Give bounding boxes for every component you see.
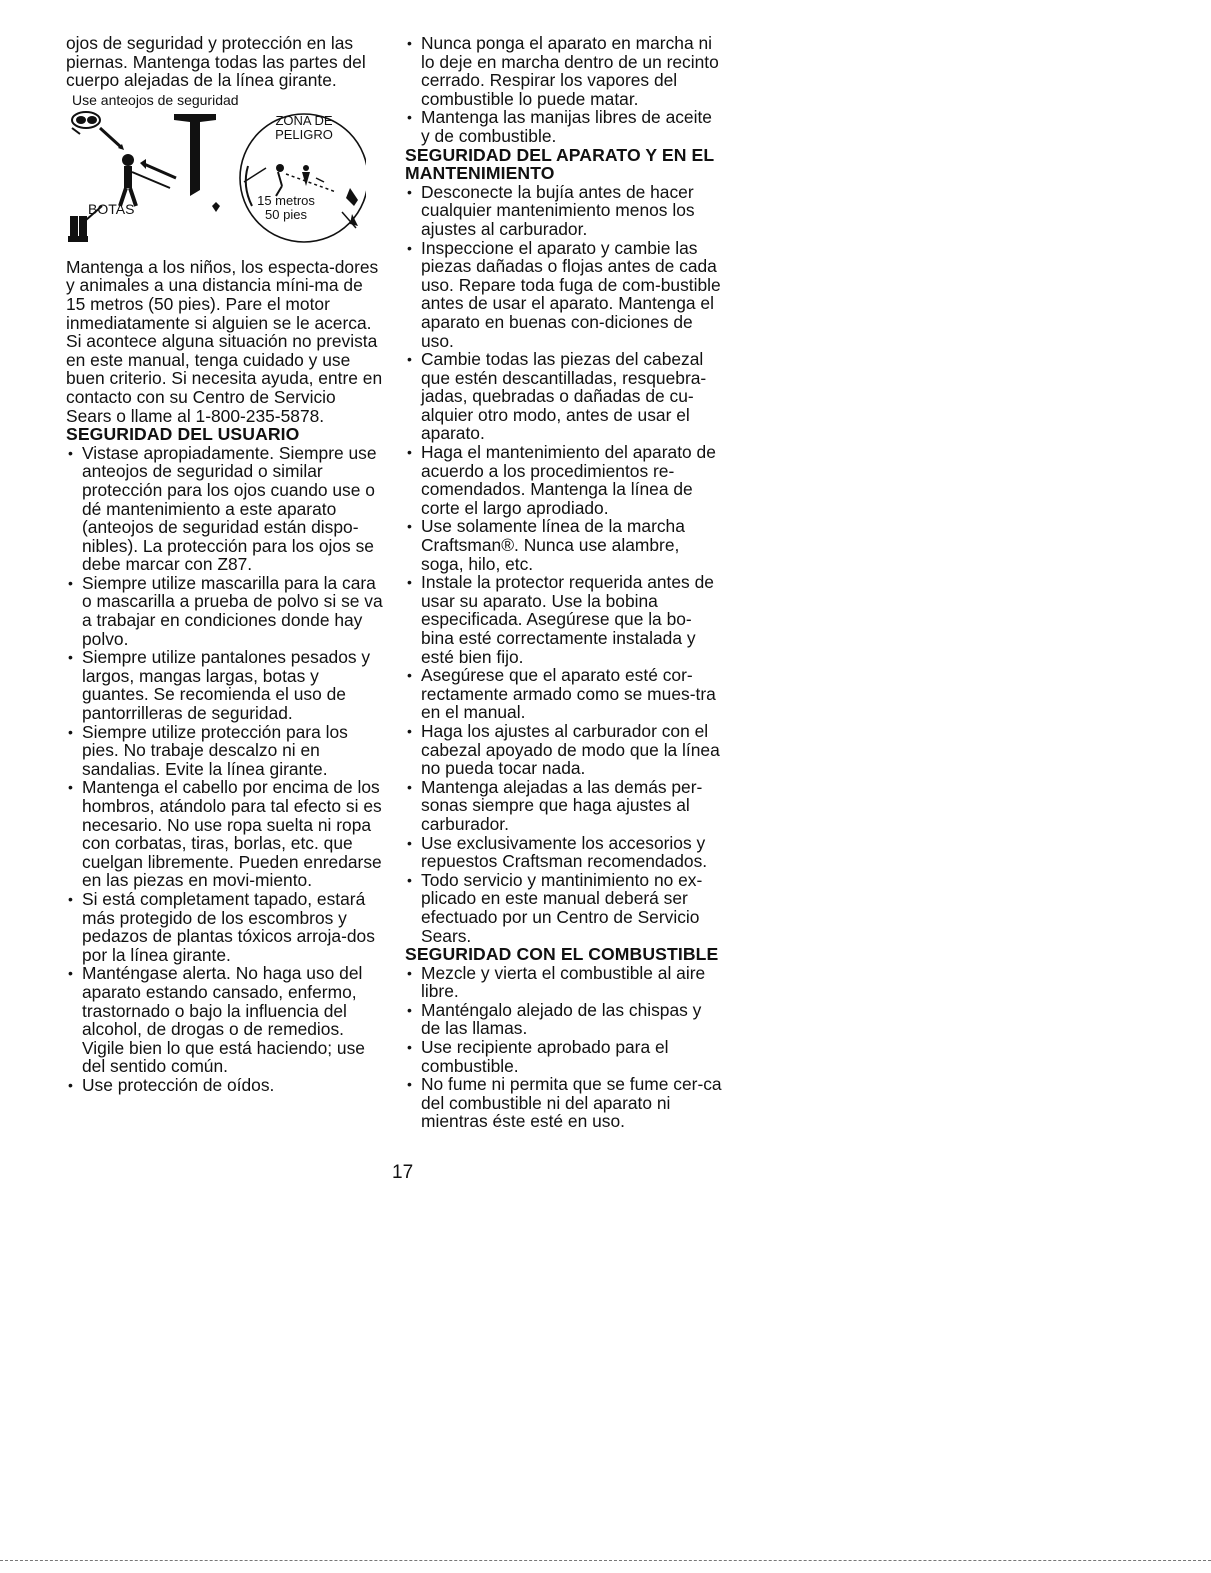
- general-safety-list: [405, 34, 723, 146]
- list-item: • Cambie todas las piezas del cabezal que estén descantilladas, resquebra-jadas, quebradas o dañadas de cu-alquier otro modo, antes de usar el aparato.: [405, 350, 723, 443]
- list-item: • Haga el mantenimiento del aparato de acuerdo a los procedimientos re-comendados. Mantenga la línea de corte el largo aprodiado.: [405, 443, 723, 517]
- distance-metric: 15 metros: [257, 192, 315, 208]
- boots-label: BOTAS: [88, 200, 135, 217]
- maintenance-safety-heading: SEGURIDAD DEL APARATO Y EN EL MANTENIMIENTO: [405, 144, 714, 184]
- distance-imperial: 50 pies: [265, 206, 307, 222]
- list-item: • Vistase apropiadamente. Siempre use anteojos de seguridad o similar protección para los ojos cuando use o dé mantenimiento a este aparato (anteojos de seguridad están dispo-nibles). La protección para los ojos se debe marcar con Z87.: [66, 444, 384, 574]
- list-item: • Mantenga las manijas libres de aceite y de combustible.: [405, 108, 723, 145]
- safety-illustration: [66, 108, 366, 258]
- danger-zone-label: ZONA DE PELIGRO: [275, 112, 333, 142]
- list-item: • Mantenga alejadas a las demás per-sonas siempre que haga ajustes al carburador.: [405, 778, 723, 834]
- list-item: • Siempre utilize mascarilla para la cara o mascarilla a prueba de polvo si se va a trabajar en condiciones donde hay polvo.: [66, 574, 384, 648]
- fuel-safety-heading: SEGURIDAD CON EL COMBUSTIBLE: [405, 944, 719, 965]
- list-item: • Mezcle y vierta el combustible al aire libre.: [405, 964, 723, 1001]
- list-item: • Nunca ponga el aparato en marcha ni lo deje en marcha dentro de un recinto cerrado. Respirar los vapores del combustible lo puede matar.: [405, 34, 723, 108]
- user-safety-list: [66, 444, 384, 1095]
- list-item: • Use protección de oídos.: [66, 1076, 384, 1095]
- list-item: • No fume ni permita que se fume cer-ca del combustible ni del aparato ni mientras éste esté en uso.: [405, 1075, 723, 1131]
- contact-paragraph: Si acontece alguna situación no prevista en este manual, tenga cuidado y use buen criterio. Si necesita ayuda, entre en contacto con su Centro de Servicio Sears o llame al 1-800-235-5878.: [66, 331, 383, 426]
- page-number: 17: [392, 1162, 414, 1183]
- list-item: • Use exclusivamente los accesorios y repuestos Craftsman recomendados.: [405, 834, 723, 871]
- list-item: • Manténgalo alejado de las chispas y de las llamas.: [405, 1001, 723, 1038]
- list-item: • Manténgase alerta. No haga uso del aparato estando cansado, enfermo, trastornado o bajo la influencia del alcohol, de drogas o de remedios. Vigile bien lo que está haciendo; use del sentido común.: [66, 964, 384, 1076]
- face-shield-icon: [174, 114, 216, 196]
- list-item: • Use recipiente aprobado para el combustible.: [405, 1038, 723, 1075]
- list-item: • Instale la protector requerida antes de usar su aparato. Use la bobina especificada. Asegúrese que la bo-bina esté correctamente instalada y esté bien fijo.: [405, 573, 723, 666]
- right-column: [405, 34, 723, 1131]
- goggles-icon: [72, 112, 100, 134]
- list-item: • Desconecte la bujía antes de hacer cualquier mantenimiento menos los ajustes al carburador.: [405, 183, 723, 239]
- distance-paragraph: Mantenga a los niños, los especta-dores y animales a una distancia míni-ma de 15 metros (50 pies). Pare el motor inmediatamente si alguien se le acerca.: [66, 256, 379, 333]
- footer-divider: [0, 1560, 1211, 1561]
- distance-metric-label: [256, 194, 316, 222]
- list-item: • Haga los ajustes al carburador con el cabezal apoyado de modo que la línea no pueda tocar nada.: [405, 722, 723, 778]
- list-item: • Use solamente línea de la marcha Craftsman®. Nunca use alambre, soga, hilo, etc.: [405, 517, 723, 573]
- list-item: • Si está completament tapado, estará más protegido de los escombros y pedazos de plantas tóxicos arroja-dos por la línea girante.: [66, 890, 384, 964]
- user-safety-heading: SEGURIDAD DEL USUARIO: [66, 424, 300, 445]
- list-item: • Mantenga el cabello por encima de los hombros, atándolo para tal efecto si es necesario. No use ropa suelta ni ropa con corbatas, tiras, borlas, etc. que cuelgan libremente. Pueden enredarse en las piezas en movi-miento.: [66, 778, 384, 890]
- list-item: • Asegúrese que el aparato esté cor-rectamente armado como se mues-tra en el manual.: [405, 666, 723, 722]
- list-item: • Siempre utilize pantalones pesados y largos, mangas largas, botas y guantes. Se recomienda el uso de pantorrilleras de seguridad.: [66, 648, 384, 722]
- list-item: • Siempre utilize protección para los pies. No trabaje descalzo ni en sandalias. Evite la línea girante.: [66, 723, 384, 779]
- left-column: [66, 34, 384, 1095]
- list-item: • Inspeccione el aparato y cambie las piezas dañadas o flojas antes de cada uso. Repare toda fuga de com-bustible antes de usar el aparato. Mantenga el aparato en buenas con-diciones de uso.: [405, 239, 723, 351]
- maintenance-safety-list: [405, 183, 723, 945]
- fuel-safety-list: [405, 964, 723, 1131]
- intro-paragraph: ojos de seguridad y protección en las piernas. Mantenga todas las partes del cuerpo alejadas de la línea girante.: [66, 33, 366, 91]
- figure-caption: Use anteojos de seguridad: [72, 91, 239, 108]
- list-item: • Todo servicio y mantinimiento no ex-plicado en este manual deberá ser efectuado por un Centro de Servicio Sears.: [405, 871, 723, 945]
